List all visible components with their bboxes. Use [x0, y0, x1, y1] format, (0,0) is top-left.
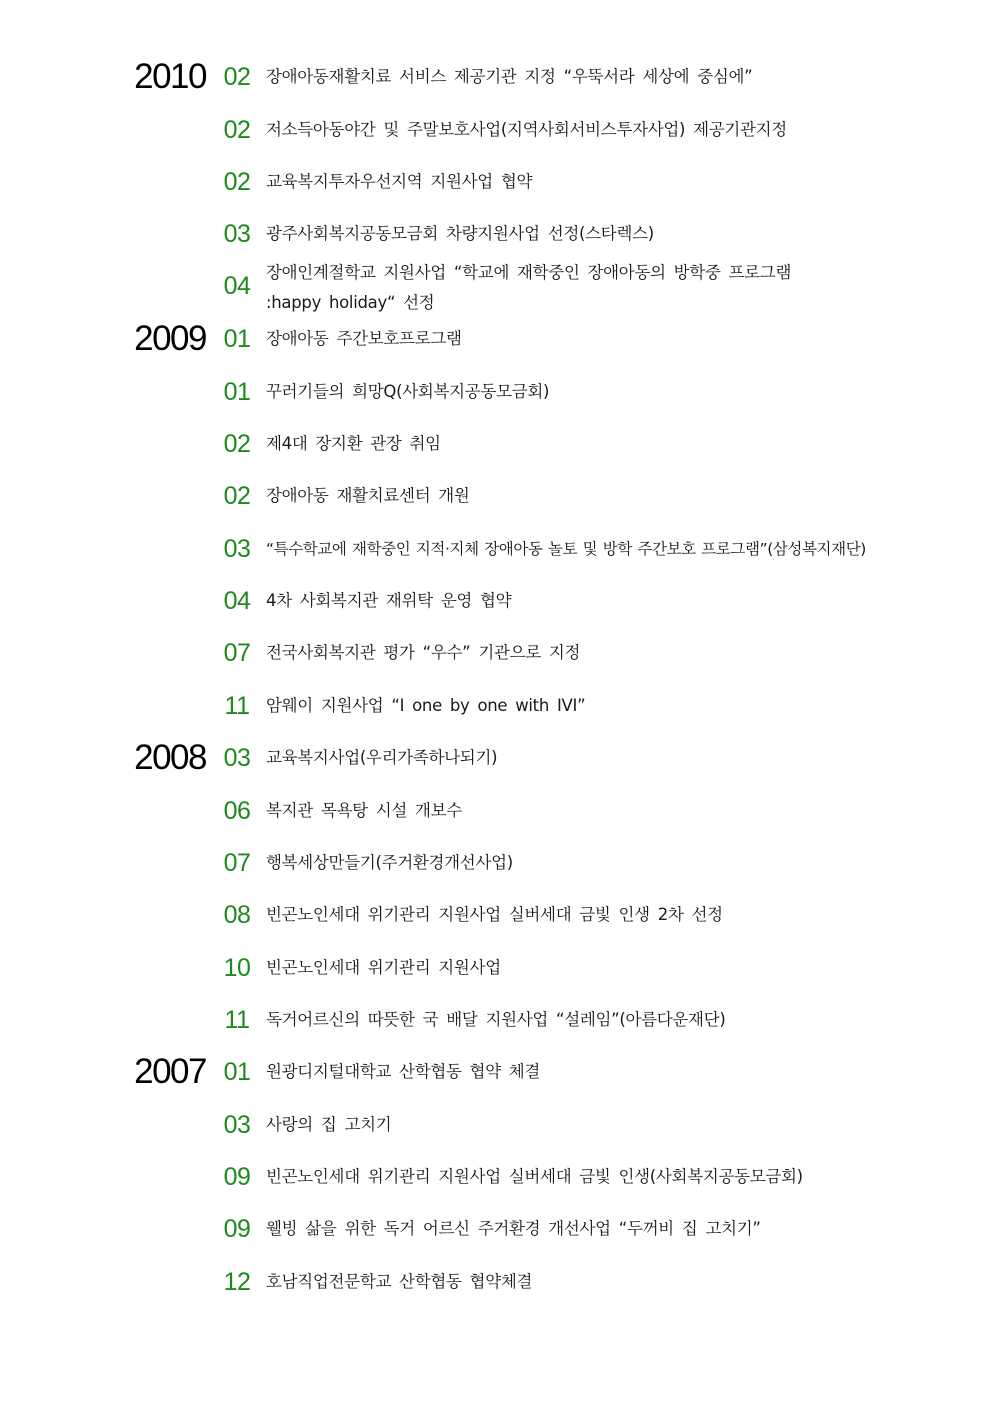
- month-label: 02: [223, 63, 251, 91]
- month-label: 04: [223, 587, 251, 615]
- timeline-entry: [0, 523, 992, 575]
- month-label: 11: [224, 1006, 250, 1034]
- month-label: 03: [223, 744, 251, 772]
- month-label: 02: [223, 482, 251, 510]
- event-text: 제4대 장지환 관장 취임: [266, 434, 441, 453]
- timeline-entry: [0, 785, 992, 837]
- year-label: 2008: [134, 738, 206, 777]
- event-text: 교육복지투자우선지역 지원사업 협약: [266, 172, 533, 191]
- month-label: 07: [223, 639, 251, 667]
- year-label: 2009: [134, 319, 206, 358]
- event-text: 교육복지사업(우리가족하나되기): [266, 748, 498, 767]
- event-text: [266, 258, 791, 310]
- event-text: 사랑의 집 고치기: [266, 1115, 392, 1134]
- timeline-entry: [0, 1203, 992, 1255]
- event-text: 암웨이 지원사업 “I one by one with IVI”: [266, 696, 586, 715]
- month-label: 01: [223, 1058, 251, 1086]
- timeline-entry: [0, 627, 992, 679]
- timeline-entry: [0, 942, 992, 994]
- timeline-entry: [0, 837, 992, 889]
- timeline-entry: [0, 260, 992, 320]
- event-text: 호남직업전문학교 산학협동 협약체결: [266, 1272, 533, 1291]
- event-text: 광주사회복지공동모금회 차량지원사업 선정(스타렉스): [266, 224, 654, 243]
- event-text-line1: 장애인계절학교 지원사업 “학교에 재학중인 장애아동의 방학중 프로그램: [266, 263, 792, 282]
- event-text: 복지관 목욕탕 시설 개보수: [266, 801, 462, 820]
- year-label: 2007: [134, 1052, 206, 1091]
- event-text: 전국사회복지관 평가 “우수” 기관으로 지정: [266, 643, 581, 662]
- month-label: 03: [223, 220, 251, 248]
- timeline-entry: [0, 470, 992, 522]
- event-text: 장애아동 주간보호프로그램: [266, 329, 462, 348]
- timeline-entry: [0, 680, 992, 732]
- event-text-line2: :happy holiday“ 선정: [266, 293, 435, 312]
- timeline-entry: [0, 51, 992, 103]
- timeline-entry: [0, 313, 992, 365]
- event-text: 장애아동재활치료 서비스 제공기관 지정 “우뚝서라 세상에 중심에”: [266, 67, 753, 86]
- month-label: 04: [223, 272, 251, 300]
- month-label: 10: [223, 954, 251, 982]
- month-label: 02: [223, 430, 251, 458]
- timeline-entry: [0, 994, 992, 1046]
- month-label: 09: [223, 1163, 251, 1191]
- event-text: 웰빙 삶을 위한 독거 어르신 주거환경 개선사업 “두꺼비 집 고치기”: [266, 1219, 761, 1238]
- timeline-entry: [0, 208, 992, 260]
- event-text: 빈곤노인세대 위기관리 지원사업: [266, 958, 501, 977]
- timeline-entry: [0, 1099, 992, 1151]
- month-label: 06: [223, 797, 251, 825]
- timeline-entry: [0, 1256, 992, 1308]
- month-label: 03: [223, 1111, 251, 1139]
- event-text: 장애아동 재활치료센터 개원: [266, 486, 470, 505]
- month-label: 08: [223, 901, 251, 929]
- month-label: 07: [223, 849, 251, 877]
- month-label: 02: [223, 168, 251, 196]
- timeline-entry: [0, 418, 992, 470]
- event-text: 빈곤노인세대 위기관리 지원사업 실버세대 금빛 인생 2차 선정: [266, 905, 723, 924]
- event-text: 행복세상만들기(주거환경개선사업): [266, 853, 513, 872]
- timeline-entry: [0, 889, 992, 941]
- event-text: 꾸러기들의 희망Q(사회복지공동모금회): [266, 382, 550, 401]
- event-text: “특수학교에 재학중인 지적·지체 장애아동 놀토 및 방학 주간보호 프로그램”(삼성복지재단): [266, 540, 866, 558]
- month-label: 03: [223, 535, 251, 563]
- timeline-entry: [0, 732, 992, 784]
- event-text: 저소득아동야간 및 주말보호사업(지역사회서비스투자사업) 제공기관지정: [266, 120, 787, 139]
- timeline-entry: [0, 575, 992, 627]
- event-text: 원광디지털대학교 산학협동 협약 체결: [266, 1062, 541, 1081]
- month-label: 01: [223, 325, 251, 353]
- event-text: 4차 사회복지관 재위탁 운영 협약: [266, 591, 512, 610]
- timeline-entry: [0, 1151, 992, 1203]
- month-label: 02: [223, 116, 251, 144]
- month-label: 01: [223, 378, 251, 406]
- month-label: 12: [223, 1268, 251, 1296]
- month-label: 11: [224, 692, 250, 720]
- month-label: 09: [223, 1215, 251, 1243]
- timeline-entry: [0, 366, 992, 418]
- timeline-entry: [0, 1046, 992, 1098]
- event-text: 빈곤노인세대 위기관리 지원사업 실버세대 금빛 인생(사회복지공동모금회): [266, 1167, 803, 1186]
- year-label: 2010: [134, 57, 206, 96]
- event-text: 독거어르신의 따뜻한 국 배달 지원사업 “설레임”(아름다운재단): [266, 1010, 726, 1029]
- timeline-entry: [0, 104, 992, 156]
- timeline-entry: [0, 156, 992, 208]
